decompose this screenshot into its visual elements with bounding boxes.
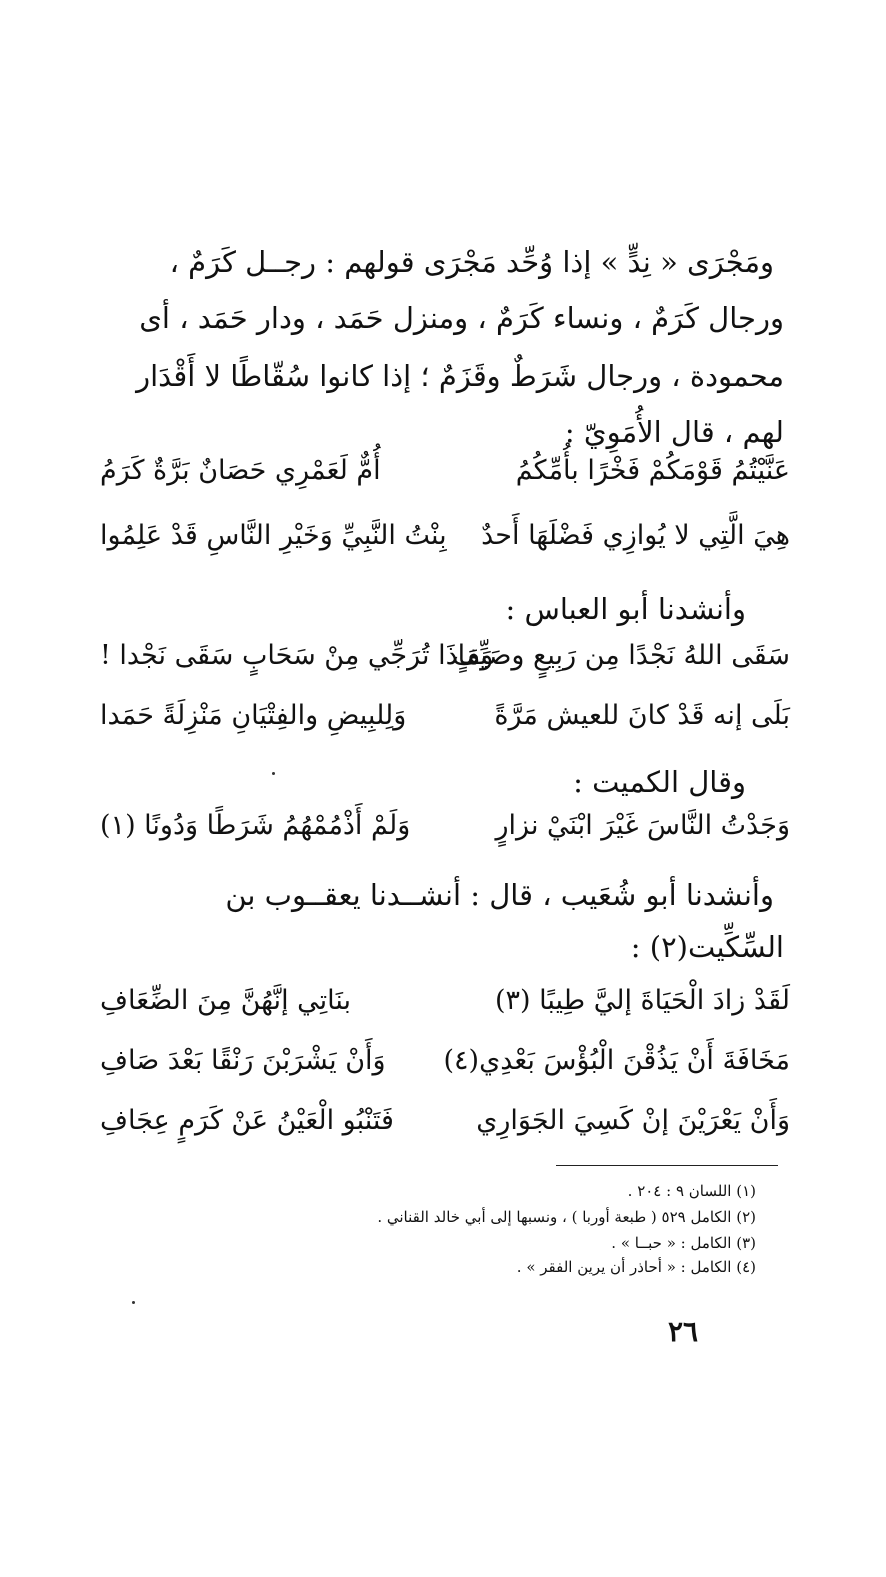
verse-second-hemistich: وَلِلبِيضِ والفِتْيَانِ مَنْزِلَةً حَمَدا [100,700,407,731]
verse-first-hemistich: مَخَافَةَ أَنْ يَذُقْنَ الْبُؤْسَ بَعْدِي(٤) [443,1045,790,1076]
verse [100,640,790,690]
verse [100,810,790,860]
footnote: (١) اللسان ٩ : ٢٠٤ . [627,1182,756,1200]
verse-intro: وأنشدنا أبو شُعَيب ، قال : أنشــدنا يعقــوب بن [225,878,774,912]
verse-second-hemistich: أُمٌّ لَعَمْرِي حَصَانٌ بَرَّةٌ كَرَمُ [100,455,381,486]
verse-intro: وقال الكميت : [573,765,746,799]
page-number: ٢٦ [668,1315,699,1348]
ink-speck [132,1301,135,1304]
verse-intro-continued: السِّكِّيت(٢) : [630,930,784,964]
footnote: (٤) الكامل : « أحاذر أن يرين الفقر » . [516,1258,756,1276]
verse-second-hemistich: وَمَاذَا تُرَجِّي مِنْ سَحَابٍ سَقَى نَجْدا ! [100,640,494,671]
verse-second-hemistich: فَتَنْبُو الْعَيْنُ عَنْ كَرَمٍ عِجَافِ [100,1105,394,1136]
verse-first-hemistich: سَقَى اللهُ نَجْدًا مِن رَبِيعٍ وصَيِّفٍ [452,640,790,671]
verse-first-hemistich: بَلَى إنه قَدْ كانَ للعيش مَرَّةً [494,700,790,731]
verse-second-hemistich: وَأَنْ يَشْرَبْنَ رَنْقًا بَعْدَ صَافِ [100,1045,386,1076]
footnote: (٣) الكامل : « حبــا » . [611,1234,756,1252]
ink-speck [272,772,275,775]
footnote: (٢) الكامل ٥٢٩ ( طبعة أوربا ) ، ونسبها إلى أبي خالد القناني . [377,1208,756,1226]
verse-intro: وأنشدنا أبو العباس : [505,592,746,626]
verse [100,520,790,570]
verse [100,700,790,750]
verse [100,1045,790,1095]
footnote-separator [556,1165,778,1166]
verse-first-hemistich: وَأَنْ يَعْرَيْنَ إنْ كَسِيَ الجَوَارِي [476,1105,790,1136]
paragraph-line-2: ورجال كَرَمٌ ، ونساء كَرَمٌ ، ومنزل حَمَد ، ودار حَمَد ، أى [139,301,784,335]
verse-first-hemistich: لَقَدْ زادَ الْحَيَاةَ إليَّ طِيبًا (٣) [494,985,790,1016]
paragraph-line-4: لهم ، قال الأُمَوِيّ : [564,415,784,449]
verse-first-hemistich: عَنَّيْتُمُ قَوْمَكُمْ فَخْرًا بأُمِّكُمُ [515,455,790,486]
verse-first-hemistich: وَجَدْتُ النَّاسَ غَيْرَ ابْنَيْ نزارٍ [495,810,790,841]
paragraph-line-3: محمودة ، ورجال شَرَطٌ وقَزَمٌ ؛ إذا كانوا سُقّاطًا لا أَقْدَار [136,359,784,393]
verse-second-hemistich: بنَاتِي إنَّهُنَّ مِنَ الضِّعَافِ [100,985,352,1016]
paragraph-line-1: ومَجْرَى « نِدٍّ » إذا وُحِّد مَجْرَى قولهم : رجــل كَرَمٌ ، [169,245,774,279]
verse-second-hemistich: بِنْتُ النَّبِيِّ وَخَيْرِ النَّاسِ قَدْ عَلِمُوا [100,520,447,551]
verse-first-hemistich: هِيَ الَّتِي لا يُوازِي فَضْلَهَا أَحدٌ [481,520,790,551]
verse [100,1105,790,1155]
verse-second-hemistich: وَلَمْ أَذْمُمْهُمُ شَرَطًا وَدُونًا (١) [100,810,411,841]
verse [100,985,790,1035]
verse [100,455,790,505]
